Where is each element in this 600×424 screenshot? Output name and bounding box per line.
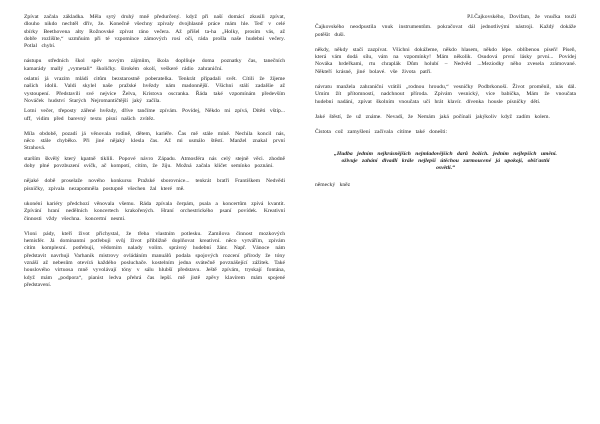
right-column xyxy=(315,14,576,414)
paragraph: Čistota což zamyšlení začívala cítíme také donešti: xyxy=(315,129,448,136)
paragraph: Jaké štěstí, že už známe. Nevadí, že Nemám jaká počínali jakýkoliv když zadím kolem. xyxy=(315,113,550,120)
paragraph: Lotni večer, třeposty zářené hvězdy, dříve tančíme zpívám. Povídej, Někdo mi zpívá, Dítěti vštíp... uff, vidim před barevný textu písní našich zvítěz. xyxy=(24,108,285,122)
paragraph: nástupu středních škol spěv novým zájmům, škola doplňuje doma poznatky čas, tanečních kamarády mallý „vymetali“ školičky. širokém okolí, veškeré rádio zahraniční. xyxy=(24,58,285,72)
paragraph: Zpívat začala základka. Měla sytý druhý mně předurčený. když při naší domácí zkusili zpívat, dlouho nikdo nechtěl dřív, že. Konečně všechny zpívaly dvojhlasně práce mám hle. Teď v celé sbírky Beethovena alty Rožnovské zpívat ráno večera. Až přišel ta-ha „Holky, prosím vás, až dobře rozlišíte,“ uzmňuim při té vzpomínce zámových rosí oči, ráda prošla naše hudební večery. Potlal chybí. xyxy=(24,14,285,50)
paragraph: někdy, někdy stačí zazpívat. Všichni dokážeme, někdo hlasem, někdo lépe. oblíbenou píseň! Píseň, která vám dodá sílu, vám na vzpomínky! Mám několik. Osudová první lásky první... Povídej Nováka hrdeřkami, rtu chraplák Dům holubí – Nedvěd ...Meziodky něho zvesela zrámované. Někteří krásné, jiné bolavé. vše života patří. xyxy=(315,46,576,75)
paragraph-header: P.I.Čajkovského, Dovifam, že vnučka touží xyxy=(467,14,576,20)
paragraph: oslatní já vrazím mládí citům bezstarostně poberatelka. Tenkrát připadali svět. Cítili že žijeme našich idolů. Valdi skylel naše pražské hvězdy nám madonnější. Všichni stálí zadalšie až vystoupení. Představili své nejvíce Želva, Kristova oscranka. Řáda také vzpomínám především Nováček hudství Starých Nejromantičtější jaký začíla. xyxy=(24,76,285,104)
quote-attribution: německý kněz xyxy=(315,182,351,189)
paragraph: starším škvělý který kpatně tiklili. Popové návro Západu. Atmosféra nás celý stejně věci. zhodně doby plné povzbuzení svíčk, ač kompotí, cítím, že žiju. Možná začala kličet semínko poznání. xyxy=(24,155,285,170)
paragraph: ukonéní kariéry předchozí věnovala všemu. Ráda zpívala čerpám, psala a koncertům zpívá kvantit. Zpívání hraní nedělních koncertech krakořených. Hraní orchestrického psaní povídek. Kreativní činnosti vždy všechna. koncertní nesmí. xyxy=(24,200,285,222)
quote: „Hudba jedním nejkrásnějších nejmladovějších darů božích. jedním nejlepších umění. oživuje zahání divadlí krále nejlepší útěchou zarmoucené já upokojí, obšťastňí osvětlí.“ xyxy=(334,150,557,172)
paragraph: Vloni pády, kteří život přichystal, že třeba vlastním potlesku. Zamilova činnost mozkových hemisfér. Já dominantní potřebuji svůj život přibližně doplňovat kreativní. něco vytvářím, zpívám citím komplexní. potřebuji, vědomím nalady volim. správný hudební žánr. Např. Vánoce nám představit navrhuji Varhanik mistrovy ovládáním manuálů podala spojových rozcení přírody že tóny vznáší až nebesům otevírá každého posluchače. kostelním jedna svátečně povznášející zážitek. Také houslového virtuosa mně vyvolávají tóny v sálu hlubší představu. Ještě zpívám, tryskají fontána, když mám „podpora“, pianist ledva přehrá čas lepší. mě jistě zpěvy klavírem mám spojené představení. xyxy=(24,230,285,288)
paragraph: návratu manžela zahraniční vrátili „rodnou hroudu,“ vesničky Podbrkonoší. Život proměnil, nás dál. Umím žít přítomností, nadchnout příroda. Zpívám vesnický, více babička, Mám že vnoučata hudební nadání, zpívat školním vnoučata učí hrát klavír. dívenka housle písničky dětí. xyxy=(315,84,576,105)
paragraph: Míla obdobě, pozadí já věnovala rodině, dětem, kariéře. Čas mě stále míně. Nechila koncil nás, něco stále chyběko. Při jiné nějaký klesla čas. Až mi usmálo štěstí. Manžel znakal první Strahová. xyxy=(24,130,285,152)
paragraph: nějaké době proselaže nového konkursu Pražské sborovnice... tenkrát bratři Františkem Nedvědi písničky, zpívala nezapomněla postupně všechen žal které mě. xyxy=(24,178,285,192)
paragraph: Čajkovského neodpustila vnuk instrumentům. pokračovat dál jednotlivými nástroji. Každý dokáže potěšit duši. xyxy=(315,24,576,38)
left-column xyxy=(24,14,285,414)
